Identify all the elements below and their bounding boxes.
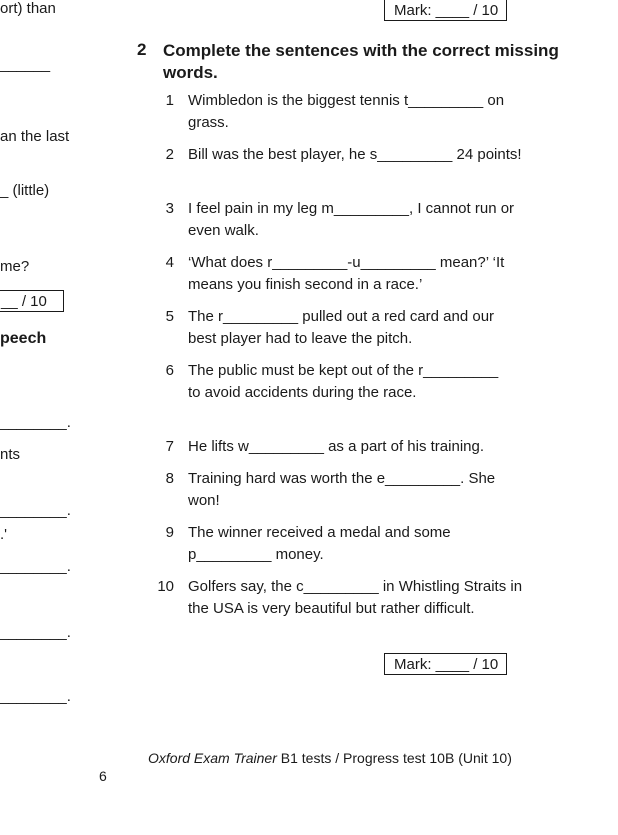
left-fragment: nts (0, 446, 21, 463)
item-text: The winner received a medal and some p_________ money. (188, 524, 451, 563)
item-number: 6 (165, 362, 174, 379)
left-fragment: ________. (0, 688, 71, 705)
left-fragment: ________. (0, 624, 71, 641)
item-number: 2 (165, 146, 174, 163)
page-footer (148, 750, 512, 766)
mark-blank: ____ (435, 2, 470, 19)
footer-test-info: B1 tests / Progress test 10B (Unit 10) (276, 750, 512, 766)
top-mark-box (384, 0, 507, 21)
item-text: The public must be kept out of the r_________ to avoid accidents during the race. (188, 362, 499, 401)
item-number: 1 (165, 92, 174, 109)
left-fragment: ______ (0, 56, 51, 73)
mark-blank: ____ (435, 656, 470, 673)
item-text: I feel pain in my leg m_________, I cannot run or even walk. (188, 200, 515, 239)
item-number: 10 (157, 578, 174, 595)
item-number: 3 (165, 200, 174, 217)
left-mark-label: __ / 10 (1, 293, 47, 310)
mark-total: / 10 (473, 2, 499, 19)
section-number: 2 (137, 40, 147, 59)
left-fragment: .' (0, 526, 8, 543)
mark-total: / 10 (473, 656, 499, 673)
item-number: 9 (165, 524, 174, 541)
item-text: The r_________ pulled out a red card and our best player had to leave the pitch. (188, 308, 495, 347)
left-fragment: ________. (0, 558, 71, 575)
left-fragment: ________. (0, 502, 71, 519)
item-number: 4 (165, 254, 174, 271)
bottom-mark-box (384, 653, 507, 675)
section-title: Complete the sentences with the correct missing words. (163, 41, 559, 82)
item-text: Wimbledon is the biggest tennis t_________ on grass. (188, 92, 505, 131)
left-fragment: _ (little) (0, 182, 50, 199)
left-mark-box (0, 290, 64, 312)
left-fragment: ort) than (0, 0, 56, 17)
left-fragment: ________. (0, 414, 71, 431)
mark-label: Mark: (394, 656, 432, 673)
item-text: Bill was the best player, he s_________ 24 points! (188, 146, 522, 163)
item-text: ‘What does r_________-u_________ mean?’ ‘It means you finish second in a race.’ (188, 254, 505, 293)
page-number: 6 (99, 768, 107, 784)
item-text: He lifts w_________ as a part of his training. (188, 438, 485, 455)
item-text: Golfers say, the c_________ in Whistling Straits in the USA is very beautiful but rather difficult. (188, 578, 523, 617)
left-fragment: an the last (0, 128, 70, 145)
item-number: 7 (165, 438, 174, 455)
left-fragment: me? (0, 258, 30, 275)
left-section-heading-fragment: peech (0, 330, 47, 347)
mark-label: Mark: (394, 2, 432, 19)
footer-book-title: Oxford Exam Trainer (148, 750, 277, 766)
item-text: Training hard was worth the e_________. She won! (188, 470, 496, 509)
item-number: 8 (165, 470, 174, 487)
item-number: 5 (165, 308, 174, 325)
